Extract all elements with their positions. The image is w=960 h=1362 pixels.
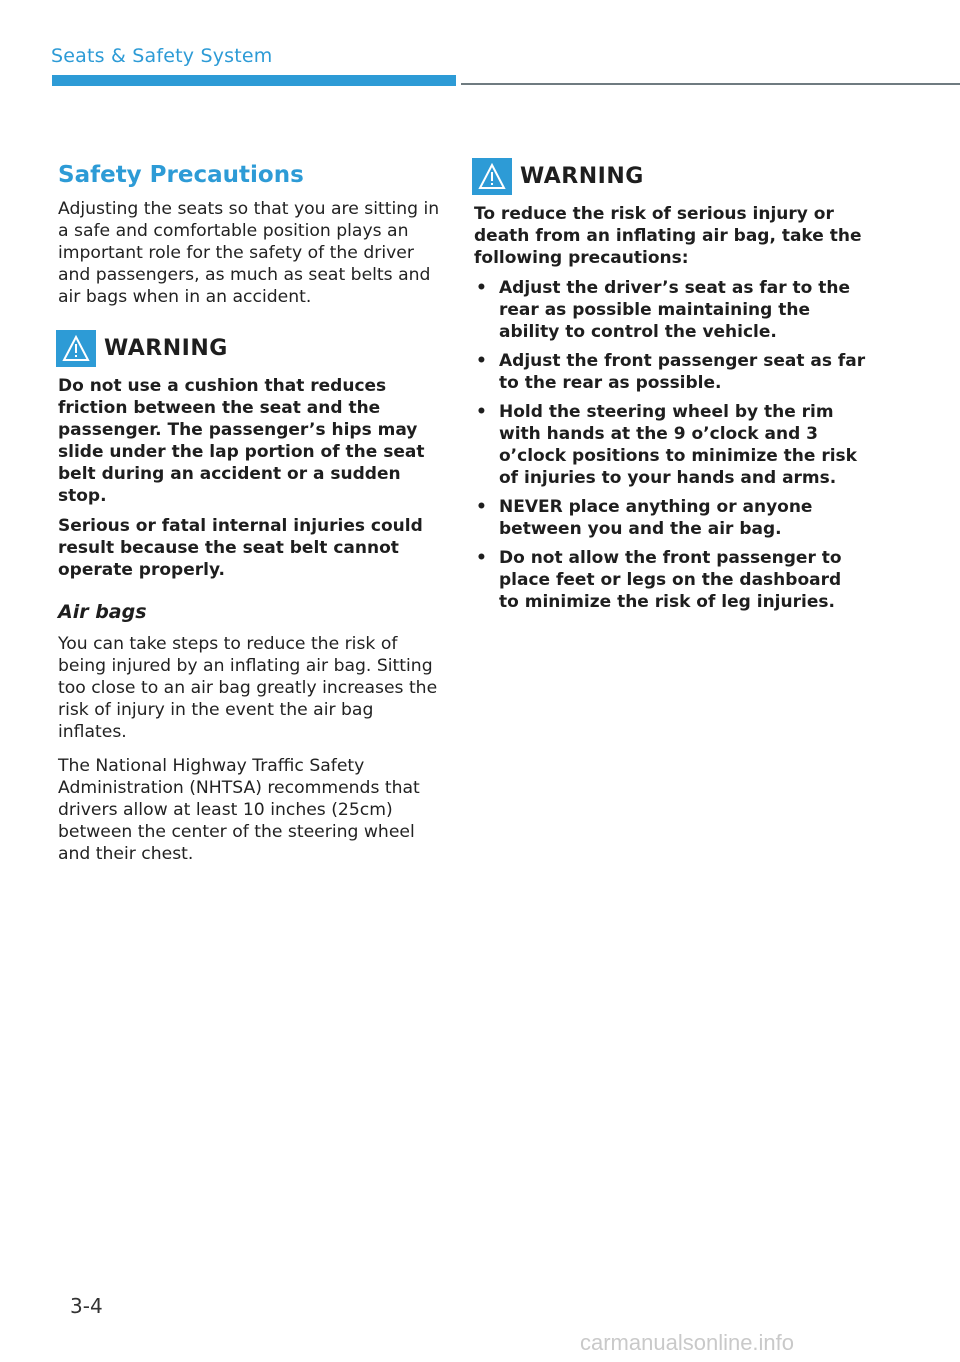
left-column xyxy=(58,160,443,877)
list-item-text: Adjust the driver’s seat as far to the rear as possible maintaining the ability to control the vehicle. xyxy=(499,278,851,342)
list-item xyxy=(474,496,866,540)
list-item-text: Hold the steering wheel by the rim with hands at the 9 o’clock and 3 o’clock positions to minimize the risk of injuries to your hands and arms. xyxy=(499,402,857,488)
warning-label: WARNING xyxy=(520,164,644,189)
subheading-air-bags: Air bags xyxy=(58,601,147,623)
warning-header xyxy=(58,330,443,367)
warning-label: WARNING xyxy=(104,336,228,361)
watermark: carmanualsonline.info xyxy=(580,1330,795,1355)
page-number: 3-4 xyxy=(70,1294,103,1318)
bullet-icon: • xyxy=(476,278,487,298)
precautions-list xyxy=(474,277,866,613)
list-item xyxy=(474,277,866,343)
body-paragraph: You can take steps to reduce the risk of being injured by an inflating air bag. Sitting too close to an air bag greatly increases the risk of injury in the event the air bag inflates. xyxy=(58,634,438,742)
list-item xyxy=(474,350,866,394)
warning-intro: To reduce the risk of serious injury or death from an inflating air bag, take the following precautions: xyxy=(474,204,862,268)
warning-header xyxy=(474,158,866,195)
header-title: Seats & Safety System xyxy=(51,45,273,67)
list-item-text: Adjust the front passenger seat as far to the rear as possible. xyxy=(499,351,866,393)
warning-triangle-icon xyxy=(56,330,96,367)
bullet-icon: • xyxy=(476,402,487,422)
header-accent-bar xyxy=(52,75,456,86)
header-rule xyxy=(461,83,960,85)
warning-paragraph: Serious or fatal internal injuries could result because the seat belt cannot operate properly. xyxy=(58,516,423,580)
intro-paragraph: Adjusting the seats so that you are sitting in a safe and comfortable position plays an important role for the safety of the driver and passengers, as much as seat belts and air bags when in an accident. xyxy=(58,199,440,307)
right-column xyxy=(474,158,866,620)
body-paragraph: The National Highway Traffic Safety Administration (NHTSA) recommends that drivers allow at least 10 inches (25cm) between the center of the steering wheel and their chest. xyxy=(58,756,420,864)
section-heading: Safety Precautions xyxy=(58,162,304,188)
bullet-icon: • xyxy=(476,548,487,568)
warning-triangle-icon xyxy=(472,158,512,195)
warning-box-left xyxy=(58,330,443,581)
bullet-icon: • xyxy=(476,351,487,371)
warning-paragraph: Do not use a cushion that reduces friction between the seat and the passenger. The passenger’s hips may slide under the lap portion of the seat belt during an accident or a sudden stop. xyxy=(58,376,425,506)
list-item-text: Do not allow the front passenger to place feet or legs on the dashboard to minimize the risk of leg injuries. xyxy=(499,548,842,612)
list-item xyxy=(474,401,866,489)
list-item xyxy=(474,547,866,613)
list-item-text: NEVER place anything or anyone between you and the air bag. xyxy=(499,497,813,539)
bullet-icon: • xyxy=(476,497,487,517)
